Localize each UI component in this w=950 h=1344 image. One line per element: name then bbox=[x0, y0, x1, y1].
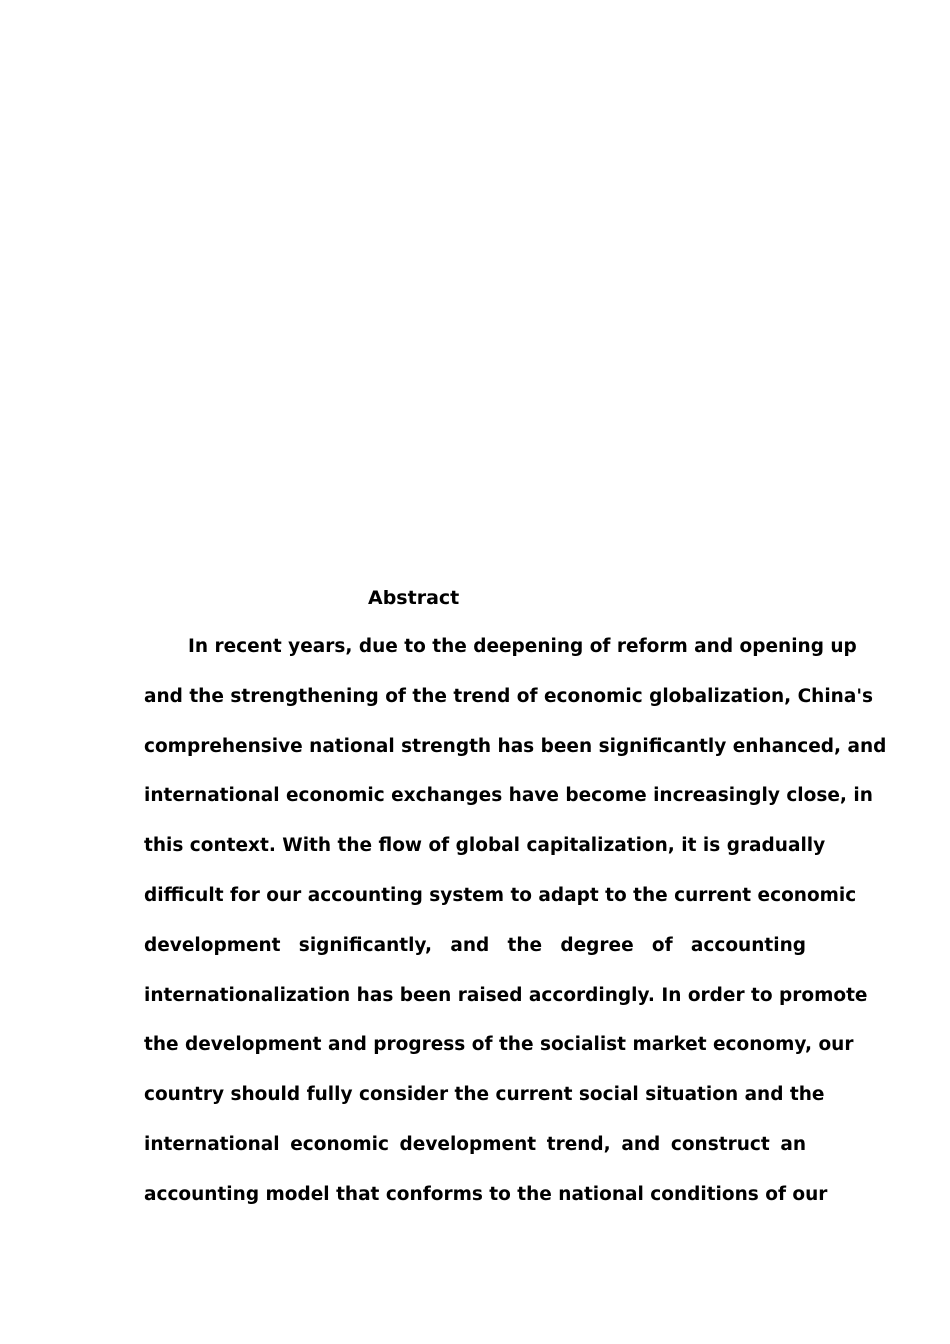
paragraph-line: comprehensive national strength has been significantly enhanced, and bbox=[144, 735, 887, 757]
abstract-paragraph bbox=[144, 633, 887, 1231]
paragraph-line: accounting model that conforms to the national conditions of our bbox=[144, 1183, 828, 1205]
abstract-heading: Abstract bbox=[368, 587, 460, 609]
paragraph-line: In recent years, due to the deepening of reform and opening up bbox=[188, 636, 857, 657]
paragraph-line: international economic exchanges have become increasingly close, in bbox=[144, 785, 873, 807]
paragraph-line: international economic development trend, and construct an bbox=[144, 1133, 806, 1155]
paragraph-line: development significantly, and the degree of accounting bbox=[144, 934, 806, 956]
paragraph-line: country should fully consider the current social situation and the bbox=[144, 1084, 825, 1106]
paragraph-line: this context. With the flow of global capitalization, it is gradually bbox=[144, 835, 826, 857]
paragraph-line: and the strengthening of the trend of economic globalization, China's bbox=[144, 685, 874, 707]
paragraph-line: difficult for our accounting system to adapt to the current economic bbox=[144, 884, 857, 906]
paragraph-line: internationalization has been raised accordingly. In order to promote bbox=[144, 984, 868, 1006]
paragraph-line: the development and progress of the socialist market economy, our bbox=[144, 1034, 854, 1056]
